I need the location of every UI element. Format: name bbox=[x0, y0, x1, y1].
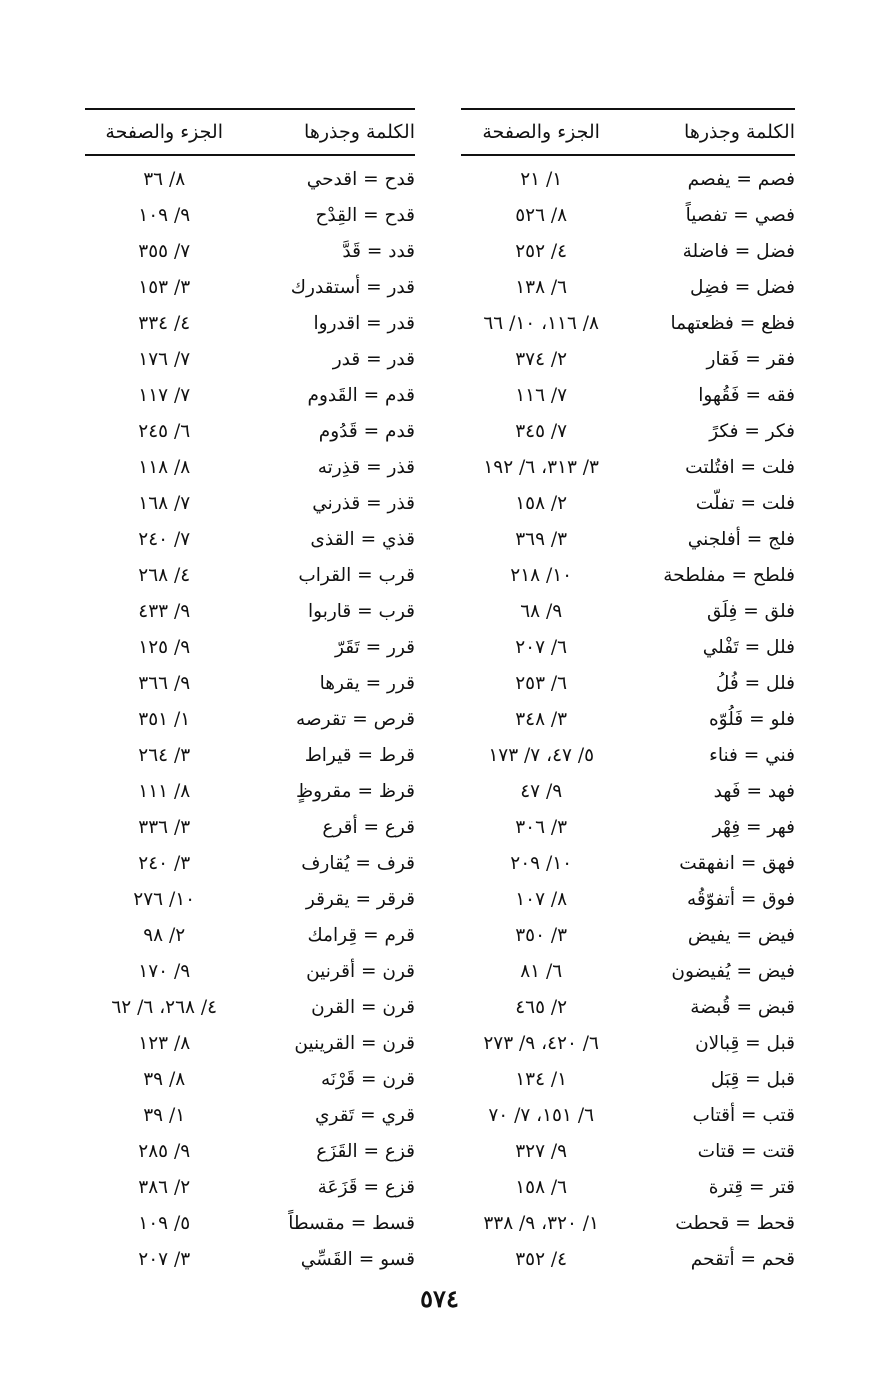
entry-word: قتر = قِترة bbox=[708, 1176, 795, 1198]
table-row bbox=[85, 1205, 415, 1241]
entry-word: قدد = قَدَّ bbox=[342, 240, 415, 262]
table-row bbox=[461, 701, 795, 737]
table-row bbox=[461, 1205, 795, 1241]
table-row bbox=[85, 953, 415, 989]
entry-word: قدح = القِدْح bbox=[315, 204, 415, 226]
table-row bbox=[85, 341, 415, 377]
table-row bbox=[461, 377, 795, 413]
entry-ref: ٩/ ١٧٠ bbox=[138, 960, 191, 982]
entry-word: فوق = أتفوّقُه bbox=[687, 888, 795, 910]
entry-word: قدر = أستقدرك bbox=[290, 276, 415, 298]
entry-ref: ٧/ ١١٦ bbox=[515, 384, 568, 406]
entry-word: قدم = قَدُوم bbox=[318, 420, 415, 442]
table-row bbox=[85, 269, 415, 305]
entry-word: قبل = قِبَل bbox=[710, 1068, 795, 1090]
table-row bbox=[85, 845, 415, 881]
entry-word: فلت = افتُلتت bbox=[685, 456, 795, 478]
entry-word: قدر = قدر bbox=[332, 348, 415, 370]
entry-ref: ٧/ ٢٤٠ bbox=[138, 528, 191, 550]
entry-ref: ٩/ ١٢٥ bbox=[138, 636, 191, 658]
table-row bbox=[85, 737, 415, 773]
table-row bbox=[85, 701, 415, 737]
entry-word: فلت = تفلّت bbox=[695, 492, 795, 514]
table-row bbox=[461, 341, 795, 377]
table-row bbox=[461, 413, 795, 449]
entry-ref: ٨/ ١٢٣ bbox=[138, 1032, 191, 1054]
table-row bbox=[85, 1097, 415, 1133]
table-row bbox=[85, 521, 415, 557]
entry-word: قرط = قيراط bbox=[304, 744, 415, 766]
entry-ref: ٦/ ١٥١، ٧/ ٧٠ bbox=[488, 1104, 594, 1126]
entry-word: فكر = فكرً bbox=[709, 420, 795, 442]
table-row bbox=[461, 953, 795, 989]
header-word: الكلمة وجذرها bbox=[304, 121, 415, 143]
table-row bbox=[85, 989, 415, 1025]
entry-ref: ٩/ ٢٨٥ bbox=[138, 1140, 191, 1162]
table-row bbox=[461, 233, 795, 269]
table-row bbox=[461, 629, 795, 665]
entry-ref: ٨/ ٣٩ bbox=[143, 1068, 186, 1090]
entry-word: قحط = قحطت bbox=[675, 1212, 795, 1234]
header-ref: الجزء والصفحة bbox=[482, 121, 600, 143]
entry-word: قرظ = مقروظٍ bbox=[296, 780, 415, 802]
index-table-left bbox=[85, 108, 415, 1277]
entry-ref: ٢/ ٤٦٥ bbox=[515, 996, 568, 1018]
table-row bbox=[85, 449, 415, 485]
table-row bbox=[461, 1097, 795, 1133]
table-row bbox=[85, 485, 415, 521]
table-row bbox=[461, 773, 795, 809]
entry-ref: ٣/ ٣٤٨ bbox=[515, 708, 568, 730]
table-body bbox=[461, 156, 795, 1277]
entry-ref: ٥/ ٤٧، ٧/ ١٧٣ bbox=[488, 744, 594, 766]
entry-ref: ٦/ ٤٢٠، ٩/ ٢٧٣ bbox=[483, 1032, 599, 1054]
entry-ref: ١٠/ ٢١٨ bbox=[510, 564, 573, 586]
table-row bbox=[461, 305, 795, 341]
entry-ref: ٣/ ٢٤٠ bbox=[138, 852, 191, 874]
entry-word: قرر = تَقَرّ bbox=[335, 636, 415, 658]
table-row bbox=[85, 917, 415, 953]
entry-word: فصي = تفصياً bbox=[685, 204, 795, 226]
entry-word: فلل = فُلُ bbox=[715, 672, 795, 694]
table-row bbox=[85, 197, 415, 233]
entry-word: قرب = قاربوا bbox=[308, 600, 415, 622]
entry-word: قتب = أقتاب bbox=[692, 1104, 795, 1126]
entry-ref: ٨/ ١١٦، ١٠/ ٦٦ bbox=[483, 312, 599, 334]
table-row bbox=[461, 161, 795, 197]
entry-word: فني = فناء bbox=[709, 744, 795, 766]
table-row bbox=[461, 845, 795, 881]
entry-ref: ٦/ ٢٤٥ bbox=[138, 420, 191, 442]
table-row bbox=[85, 233, 415, 269]
entry-ref: ٩/ ٦٨ bbox=[520, 600, 563, 622]
entry-word: قتت = قتات bbox=[697, 1140, 795, 1162]
entry-word: فقه = فَقُهوا bbox=[698, 384, 795, 406]
entry-word: قرن = قَرْنَه bbox=[320, 1068, 415, 1090]
entry-word: فلج = أفلجني bbox=[687, 528, 795, 550]
entry-ref: ٩/ ٣٦٦ bbox=[138, 672, 191, 694]
table-row bbox=[461, 1169, 795, 1205]
table-row bbox=[461, 1025, 795, 1061]
table-row bbox=[461, 881, 795, 917]
table-row bbox=[461, 1133, 795, 1169]
entry-word: قرن = القرن bbox=[311, 996, 415, 1018]
entry-word: قرب = القراب bbox=[298, 564, 415, 586]
entry-ref: ٤/ ٣٥٢ bbox=[515, 1248, 568, 1270]
table-row bbox=[85, 161, 415, 197]
entry-ref: ٣/ ٣٦٩ bbox=[515, 528, 568, 550]
entry-ref: ١/ ٣٥١ bbox=[138, 708, 191, 730]
entry-word: قزع = القَزَع bbox=[316, 1140, 415, 1162]
entry-ref: ١/ ٢١ bbox=[520, 168, 563, 190]
entry-word: قرف = يُقارف bbox=[301, 852, 415, 874]
entry-ref: ٢/ ٩٨ bbox=[143, 924, 186, 946]
entry-word: قرن = القرينين bbox=[294, 1032, 415, 1054]
entry-ref: ٧/ ٣٥٥ bbox=[138, 240, 191, 262]
entry-word: قري = تَقري bbox=[315, 1104, 415, 1126]
entry-ref: ١٠/ ٢٧٦ bbox=[133, 888, 196, 910]
table-row bbox=[461, 197, 795, 233]
entry-word: قسط = مقسطاً bbox=[288, 1212, 415, 1234]
entry-ref: ٢/ ٣٧٤ bbox=[515, 348, 568, 370]
entry-ref: ٣/ ٢٦٤ bbox=[138, 744, 191, 766]
entry-word: قذر = قذِرته bbox=[317, 456, 415, 478]
entry-word: قذر = قذرني bbox=[312, 492, 415, 514]
table-row bbox=[85, 1133, 415, 1169]
entry-ref: ٣/ ٣٠٦ bbox=[515, 816, 568, 838]
table-header bbox=[461, 110, 795, 154]
entry-word: قرص = تقرصه bbox=[295, 708, 415, 730]
entry-word: قدم = القَدوم bbox=[307, 384, 415, 406]
entry-word: قذي = القذى bbox=[310, 528, 415, 550]
entry-ref: ٦/ ١٥٨ bbox=[515, 1176, 568, 1198]
table-row bbox=[85, 557, 415, 593]
table-row bbox=[461, 269, 795, 305]
table-row bbox=[85, 1169, 415, 1205]
entry-word: قدر = اقدروا bbox=[313, 312, 415, 334]
entry-ref: ١/ ٣٩ bbox=[143, 1104, 186, 1126]
table-row bbox=[85, 665, 415, 701]
table-row bbox=[461, 1241, 795, 1277]
table-row bbox=[85, 773, 415, 809]
table-row bbox=[461, 485, 795, 521]
table-row bbox=[85, 1241, 415, 1277]
entry-ref: ٢/ ١٥٨ bbox=[515, 492, 568, 514]
entry-ref: ١/ ١٣٤ bbox=[515, 1068, 568, 1090]
entry-word: فلل = تَفْلي bbox=[702, 636, 795, 658]
table-row bbox=[461, 737, 795, 773]
entry-ref: ٧/ ١١٧ bbox=[138, 384, 191, 406]
entry-word: قرر = يقرها bbox=[319, 672, 415, 694]
entry-ref: ٨/ ٥٢٦ bbox=[515, 204, 568, 226]
entry-word: فيض = يُفيضون bbox=[671, 960, 795, 982]
entry-ref: ١/ ٣٢٠، ٩/ ٣٣٨ bbox=[483, 1212, 599, 1234]
entry-ref: ٨/ ١١١ bbox=[138, 780, 191, 802]
entry-word: فهد = فَهد bbox=[713, 780, 795, 802]
entry-ref: ٨/ ١١٨ bbox=[138, 456, 191, 478]
entry-word: قدح = اقدحي bbox=[306, 168, 415, 190]
table-row bbox=[85, 809, 415, 845]
entry-ref: ٤/ ٢٥٢ bbox=[515, 240, 568, 262]
entry-word: فضل = فضِل bbox=[689, 276, 795, 298]
table-row bbox=[461, 809, 795, 845]
table-row bbox=[85, 1025, 415, 1061]
table-row bbox=[85, 629, 415, 665]
entry-word: فلو = فَلُوّه bbox=[708, 708, 795, 730]
entry-ref: ٣/ ٣٣٦ bbox=[138, 816, 191, 838]
entry-ref: ٨/ ٣٦ bbox=[143, 168, 186, 190]
entry-word: قسو = القَسِّي bbox=[300, 1248, 415, 1270]
entry-ref: ٩/ ٣٢٧ bbox=[515, 1140, 568, 1162]
table-row bbox=[461, 665, 795, 701]
entry-word: فضل = فاضلة bbox=[682, 240, 795, 262]
table-row bbox=[461, 521, 795, 557]
entry-ref: ٩/ ١٠٩ bbox=[138, 204, 191, 226]
entry-ref: ٣/ ٣١٣، ٦/ ١٩٢ bbox=[483, 456, 599, 478]
header-ref: الجزء والصفحة bbox=[105, 121, 223, 143]
header-word: الكلمة وجذرها bbox=[684, 121, 795, 143]
entry-ref: ٧/ ٣٤٥ bbox=[515, 420, 568, 442]
entry-word: قزع = قَزَعَة bbox=[317, 1176, 415, 1198]
entry-ref: ١٠/ ٢٠٩ bbox=[510, 852, 573, 874]
entry-ref: ٤/ ٢٦٨ bbox=[138, 564, 191, 586]
entry-word: قرم = قِرامك bbox=[307, 924, 415, 946]
entry-word: فظع = فظعتهما bbox=[670, 312, 795, 334]
entry-ref: ٦/ ٨١ bbox=[520, 960, 563, 982]
table-row bbox=[85, 593, 415, 629]
page-number: ٥٧٤ bbox=[420, 1284, 459, 1313]
entry-word: فقر = فَقار bbox=[706, 348, 795, 370]
entry-word: قرن = أقرنين bbox=[306, 960, 415, 982]
entry-word: فهر = فِهْر bbox=[712, 816, 795, 838]
entry-ref: ٦/ ٢٠٧ bbox=[515, 636, 568, 658]
table-row bbox=[461, 557, 795, 593]
table-row bbox=[461, 449, 795, 485]
table-header bbox=[85, 110, 415, 154]
entry-word: فيض = يفيض bbox=[687, 924, 795, 946]
entry-word: قبل = قِبالان bbox=[695, 1032, 795, 1054]
entry-ref: ٣/ ١٥٣ bbox=[138, 276, 191, 298]
table-row bbox=[461, 989, 795, 1025]
index-table-right bbox=[461, 108, 795, 1277]
entry-ref: ٤/ ٢٦٨، ٦/ ٦٢ bbox=[111, 996, 218, 1018]
entry-word: فلطح = مفلطحة bbox=[663, 564, 795, 586]
entry-word: قرع = أقرع bbox=[322, 816, 415, 838]
table-row bbox=[85, 1061, 415, 1097]
table-row bbox=[85, 305, 415, 341]
entry-ref: ٩/ ٤٧ bbox=[520, 780, 563, 802]
entry-ref: ٢/ ٣٨٦ bbox=[138, 1176, 191, 1198]
entry-ref: ٤/ ٣٣٤ bbox=[138, 312, 191, 334]
entry-ref: ٧/ ١٦٨ bbox=[138, 492, 191, 514]
entry-ref: ٦/ ٢٥٣ bbox=[515, 672, 568, 694]
entry-word: قرقر = يقرقر bbox=[305, 888, 415, 910]
entry-word: قبض = قُبضة bbox=[690, 996, 795, 1018]
entry-word: قحم = أتقحم bbox=[690, 1248, 795, 1270]
table-body bbox=[85, 156, 415, 1277]
entry-word: فهق = انفهقت bbox=[679, 852, 795, 874]
entry-ref: ٦/ ١٣٨ bbox=[515, 276, 568, 298]
entry-ref: ٥/ ١٠٩ bbox=[138, 1212, 191, 1234]
table-row bbox=[461, 917, 795, 953]
table-row bbox=[85, 377, 415, 413]
table-row bbox=[461, 1061, 795, 1097]
entry-ref: ٧/ ١٧٦ bbox=[138, 348, 191, 370]
table-row bbox=[85, 413, 415, 449]
entry-ref: ٣/ ٣٥٠ bbox=[515, 924, 568, 946]
table-row bbox=[461, 593, 795, 629]
table-row bbox=[85, 881, 415, 917]
entry-ref: ٩/ ٤٣٣ bbox=[138, 600, 191, 622]
entry-word: فلق = فِلَق bbox=[706, 600, 795, 622]
entry-ref: ٨/ ١٠٧ bbox=[515, 888, 568, 910]
entry-word: فصم = يفصم bbox=[687, 168, 795, 190]
entry-ref: ٣/ ٢٠٧ bbox=[138, 1248, 191, 1270]
